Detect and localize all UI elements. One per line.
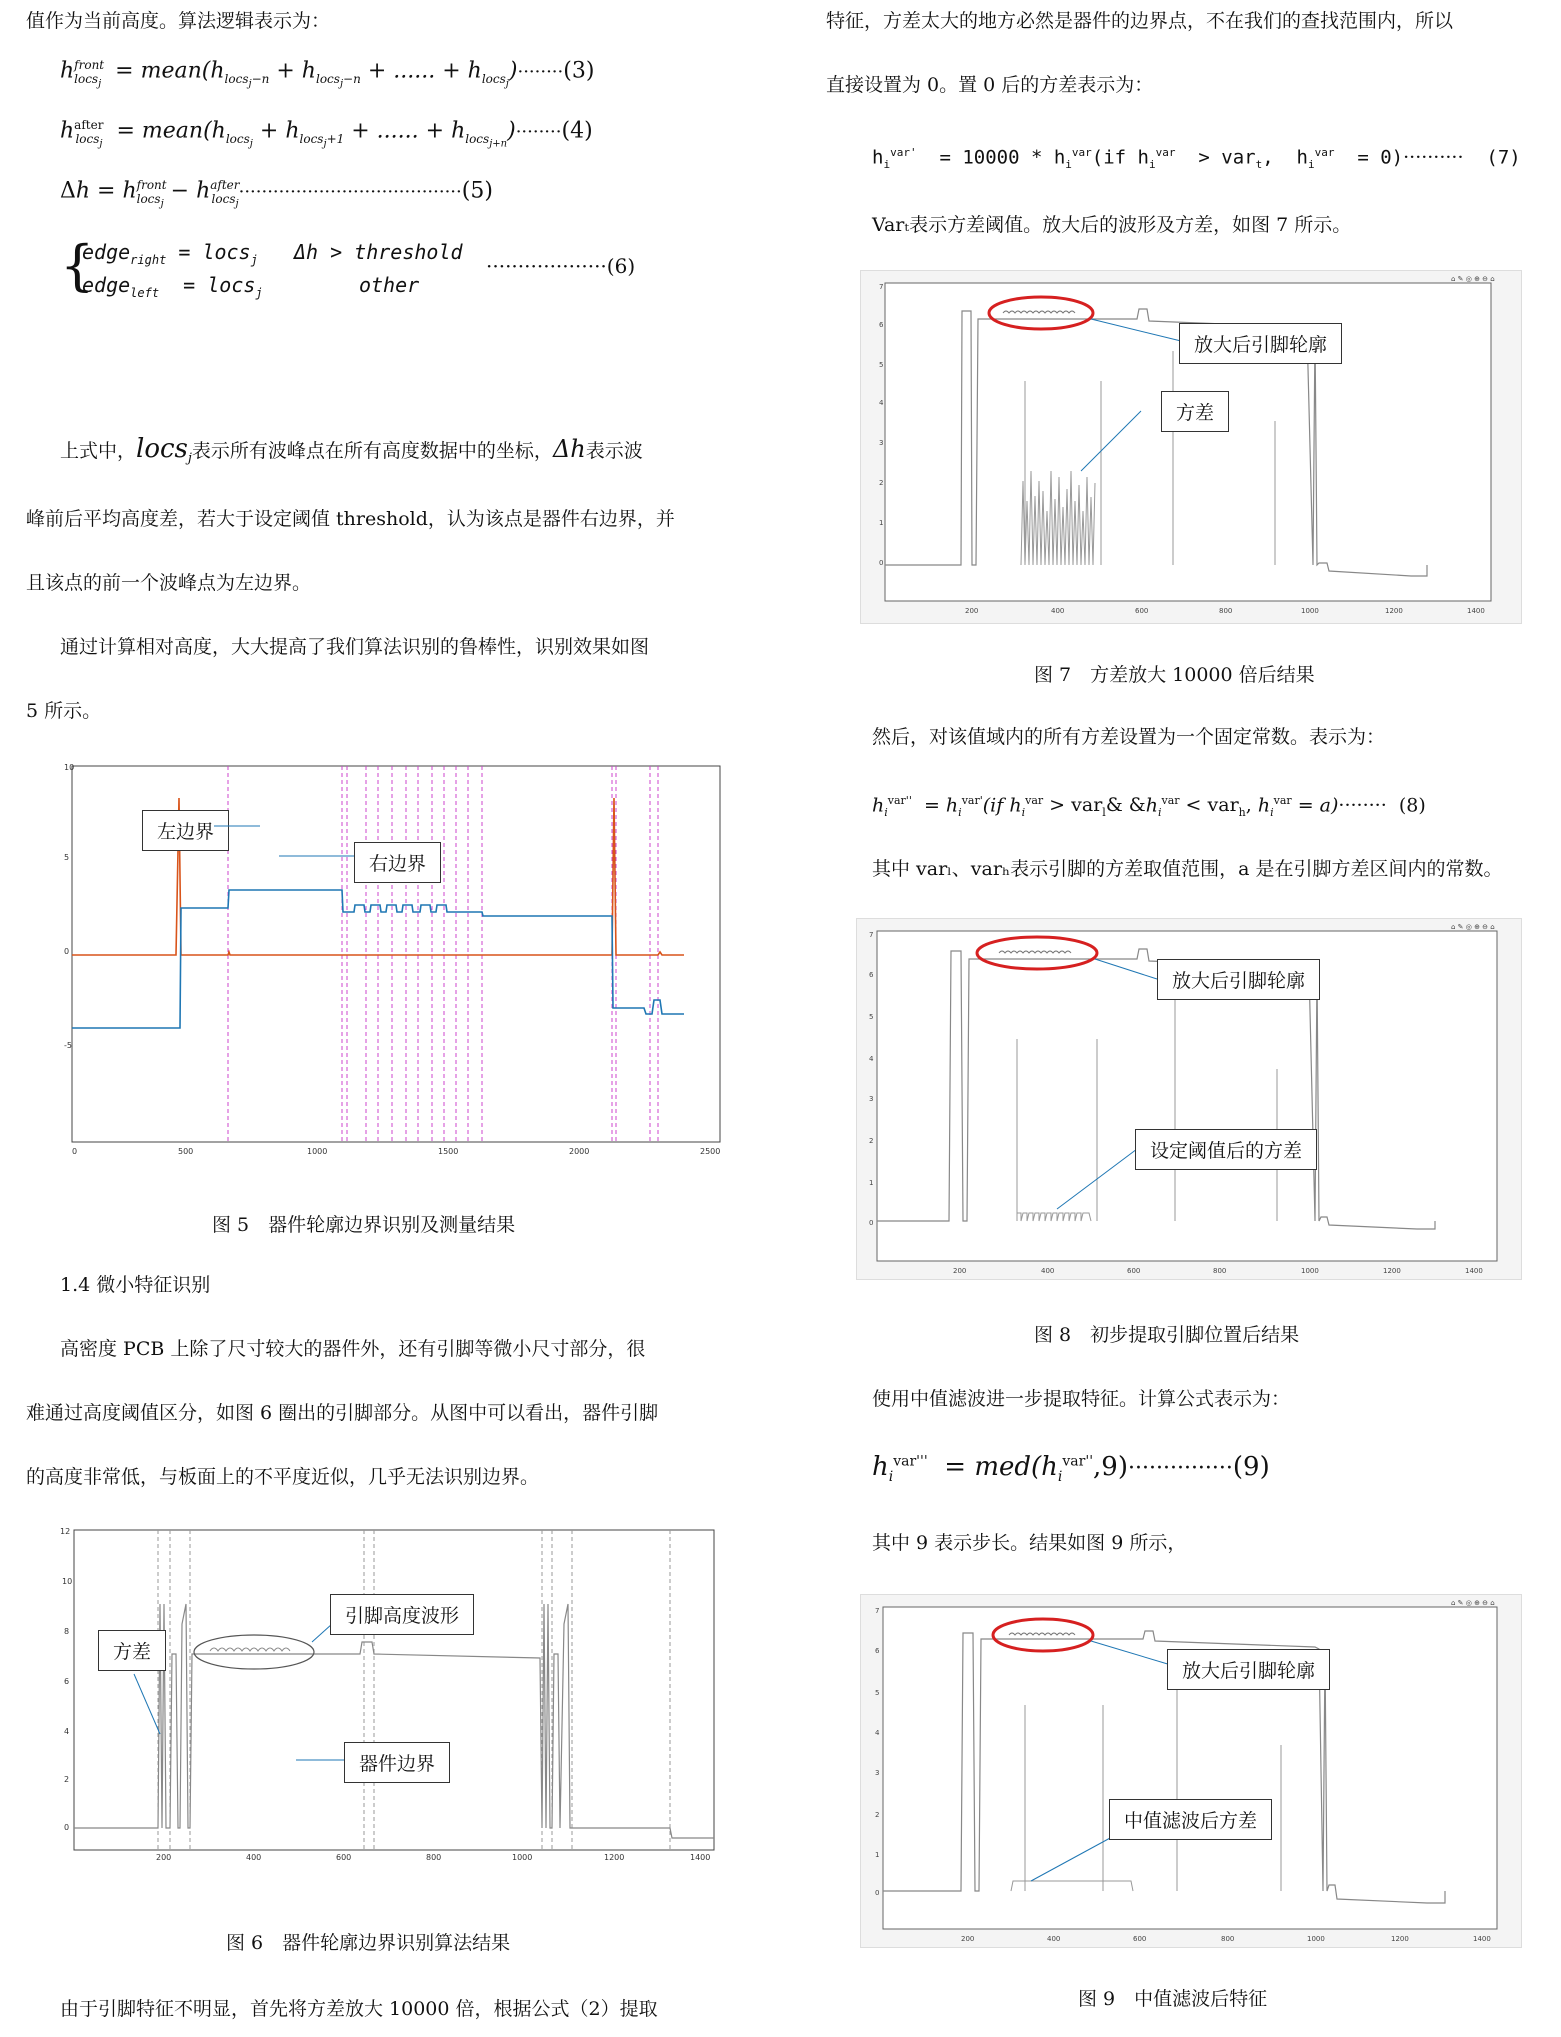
figure-6-plot: [60, 1524, 750, 1864]
paragraph-2-line1: 通过计算相对高度，大大提高了我们算法识别的鲁棒性，识别效果如图: [60, 636, 650, 658]
svg-text:1000: 1000: [1301, 1267, 1319, 1275]
svg-text:5: 5: [64, 853, 70, 862]
figure-7-caption: 图 7 方差放大 10000 倍后结果: [1034, 664, 1315, 686]
svg-text:1: 1: [869, 1179, 874, 1187]
section-title: 1.4 微小特征识别: [60, 1274, 211, 1296]
figure-6-caption: 图 6 器件轮廓边界识别算法结果: [226, 1932, 511, 1954]
text-line: 然后，对该值域内的所有方差设置为一个固定常数。表示为：: [872, 726, 1386, 748]
svg-text:0: 0: [64, 1823, 70, 1832]
equation-condition: other: [358, 273, 420, 297]
svg-text:2500: 2500: [700, 1147, 721, 1156]
svg-text:⌂ ✎ ◎ ⊕ ⊖ ⌂: ⌂ ✎ ◎ ⊕ ⊖ ⌂: [1451, 275, 1495, 283]
svg-text:1400: 1400: [690, 1853, 711, 1862]
callout-enlarged-pin-outline: 放大后引脚轮廓: [1167, 1649, 1330, 1690]
svg-text:2: 2: [869, 1137, 874, 1145]
svg-text:1200: 1200: [1391, 1935, 1409, 1943]
equation-9: $h_i^{var'''} = med(h_i^{var''},9)\cdot\cdot\cdot\cdot\cdot\cdot\cdot\cdot\cdot\cdot\cdot\cdot\cdot\cdot\cdot(9)$: [872, 1452, 1270, 1486]
svg-text:6: 6: [875, 1647, 880, 1655]
equation-number: (3): [563, 58, 595, 84]
svg-text:5: 5: [879, 361, 884, 369]
svg-text:8: 8: [64, 1627, 70, 1636]
svg-text:2000: 2000: [569, 1147, 590, 1156]
svg-text:2: 2: [64, 1775, 70, 1784]
svg-text:600: 600: [1127, 1267, 1141, 1275]
equation-number: (4): [561, 118, 593, 144]
svg-text:2: 2: [879, 479, 884, 487]
svg-text:4: 4: [869, 1055, 874, 1063]
svg-text:600: 600: [1133, 1935, 1147, 1943]
svg-text:800: 800: [1213, 1267, 1227, 1275]
svg-text:200: 200: [156, 1853, 172, 1862]
paragraph-3-line2: 难通过高度阈值区分，如图 6 圈出的引脚部分。从图中可以看出，器件引脚: [26, 1402, 659, 1424]
svg-text:0: 0: [875, 1889, 880, 1897]
svg-text:1200: 1200: [1385, 607, 1403, 615]
figure-9: [860, 1594, 1522, 1948]
svg-text:400: 400: [1041, 1267, 1055, 1275]
svg-text:1400: 1400: [1465, 1267, 1483, 1275]
svg-text:3: 3: [869, 1095, 874, 1103]
svg-text:4: 4: [875, 1729, 880, 1737]
paragraph-2-line2: 5 所示。: [26, 700, 102, 722]
svg-text:0: 0: [869, 1219, 874, 1227]
figure-7: [860, 270, 1522, 624]
svg-text:4: 4: [879, 399, 884, 407]
figure-8-caption: 图 8 初步提取引脚位置后结果: [1034, 1324, 1300, 1346]
svg-text:3: 3: [879, 439, 884, 447]
svg-text:1000: 1000: [1307, 1935, 1325, 1943]
svg-text:1: 1: [875, 1851, 880, 1859]
svg-text:1400: 1400: [1467, 607, 1485, 615]
text-line: 其中 9 表示步长。结果如图 9 所示，: [872, 1532, 1187, 1554]
svg-text:1200: 1200: [1383, 1267, 1401, 1275]
equation-number: (9): [1232, 1452, 1270, 1482]
svg-text:6: 6: [64, 1677, 70, 1686]
svg-text:1400: 1400: [1473, 1935, 1491, 1943]
equation-7: $h_i^{var'} = 10000 * h_i^{var}(if$ $h_i^{var} > var_t$, $h_i^{var} = 0)\cdot\cdot\cdot\cdot\cdot\cdot\cdot\cdot\cdot\cdot (7)$: [872, 146, 1521, 172]
text-line: 其中 varₗ、varₕ表示引脚的方差取值范围，a 是在引脚方差区间内的常数。: [872, 858, 1503, 880]
svg-text:12: 12: [60, 1527, 71, 1536]
svg-text:-5: -5: [64, 1041, 72, 1050]
figure-6: [60, 1524, 750, 1864]
svg-text:600: 600: [336, 1853, 352, 1862]
svg-text:4: 4: [64, 1727, 70, 1736]
svg-text:1000: 1000: [1301, 607, 1319, 615]
svg-text:1: 1: [879, 519, 884, 527]
svg-text:1500: 1500: [438, 1147, 459, 1156]
svg-text:400: 400: [1051, 607, 1065, 615]
text-line: 值作为当前高度。算法逻辑表示为：: [26, 10, 331, 32]
figure-8: [856, 918, 1522, 1280]
svg-text:400: 400: [246, 1853, 262, 1862]
svg-text:200: 200: [965, 607, 979, 615]
callout-left-edge: 左边界: [142, 810, 229, 851]
paragraph-1-line1: 上式中，locs$_j$表示所有波峰点在所有高度数据中的坐标，Δh表示波: [60, 434, 643, 466]
paragraph-3-line3: 的高度非常低，与板面上的不平度近似，几乎无法识别边界。: [26, 1466, 540, 1488]
svg-text:1200: 1200: [604, 1853, 625, 1862]
callout-median-filtered-variance: 中值滤波后方差: [1109, 1799, 1272, 1840]
callout-variance: 方差: [1161, 391, 1229, 432]
paragraph-1-line2: 峰前后平均高度差，若大于设定阈值 threshold，认为该点是器件右边界，并: [26, 508, 675, 530]
svg-text:7: 7: [869, 931, 874, 939]
svg-text:1000: 1000: [512, 1853, 533, 1862]
callout-pin-waveform: 引脚高度波形: [330, 1594, 474, 1635]
equation-3: $h^{front}_{locs_j}$ = $mean(h_{locs_j-n} + h_{locs_j-n}$ + ...... + $h_{locs_j})\cdot\cdot\cdot\cdot\cdot\cdot\cdot\cdot(3)$: [60, 58, 595, 90]
svg-text:⌂ ✎ ◎ ⊕ ⊖ ⌂: ⌂ ✎ ◎ ⊕ ⊖ ⌂: [1451, 1599, 1495, 1607]
equation-number: (8): [1398, 794, 1426, 817]
equation-number: (5): [461, 178, 493, 204]
svg-text:200: 200: [961, 1935, 975, 1943]
svg-text:10: 10: [64, 763, 75, 772]
figure-5: [64, 760, 754, 1160]
equation-4: $h^{after}_{locs_j}$ = $mean(h_{locs_j} + h_{locs_j+1}$ + ...... + $h_{locs_{j+n}})\cdot\cdot\cdot\cdot\cdot\cdot\cdot\cdot(4)$: [60, 118, 593, 150]
svg-text:800: 800: [1219, 607, 1233, 615]
svg-text:0: 0: [879, 559, 884, 567]
svg-text:⌂ ✎ ◎ ⊕ ⊖ ⌂: ⌂ ✎ ◎ ⊕ ⊖ ⌂: [1451, 923, 1495, 931]
callout-variance: 方差: [98, 1630, 166, 1671]
svg-text:400: 400: [1047, 1935, 1061, 1943]
svg-text:3: 3: [875, 1769, 880, 1777]
equation-8: $h_i^{var''} = h_i^{var'}(if$ $h_i^{var}$ > var$_l$& $\&h_i^{var} < var_h$, $h_i^{var} = a)\cdot\cdot\cdot\cdot\cdot\cdot\cdot\cdot (8)$: [872, 794, 1426, 820]
svg-text:6: 6: [869, 971, 874, 979]
equation-5: $\Delta h = h^{front}_{locs_j} - h^{after}_{locs_j}\cdot\cdot\cdot\cdot\cdot\cdot\cdot\cdot\cdot\cdot\cdot\cdot\cdot\cdot\cdot\cdot\cdot\cdot\cdot\cdot\cdot\cdot\cdot\cdot\cdot\cdot\cdot\cdot\cdot\cdot\cdot\cdot\cdot\cdot\cdot\cdot\cdot\cdot\cdot(5)$: [60, 178, 493, 210]
figure-9-plot: [861, 1595, 1521, 1947]
svg-text:200: 200: [953, 1267, 967, 1275]
equation-number: (7): [1486, 146, 1521, 169]
callout-enlarged-pin-outline: 放大后引脚轮廓: [1179, 323, 1342, 364]
callout-device-edge: 器件边界: [344, 1742, 450, 1783]
svg-text:10: 10: [62, 1577, 73, 1586]
svg-text:1000: 1000: [307, 1147, 328, 1156]
callout-enlarged-pin-outline: 放大后引脚轮廓: [1157, 959, 1320, 1000]
equation-number: (6): [606, 254, 636, 278]
text-line: 直接设置为 0。置 0 后的方差表示为：: [826, 74, 1154, 96]
text-line: 特征，方差太大的地方必然是器件的边界点，不在我们的查找范围内，所以: [826, 10, 1454, 32]
svg-text:0: 0: [72, 1147, 78, 1156]
callout-right-edge: 右边界: [354, 842, 441, 883]
figure-9-caption: 图 9 中值滤波后特征: [1078, 1988, 1268, 2010]
callout-threshold-variance: 设定阈值后的方差: [1135, 1129, 1317, 1170]
text-line: Varₜ表示方差阈值。放大后的波形及方差，如图 7 所示。: [872, 214, 1352, 236]
text-line: 使用中值滤波进一步提取特征。计算公式表示为：: [872, 1388, 1291, 1410]
svg-text:0: 0: [64, 947, 70, 956]
svg-text:600: 600: [1135, 607, 1149, 615]
svg-text:2: 2: [875, 1811, 880, 1819]
svg-text:5: 5: [875, 1689, 880, 1697]
svg-text:500: 500: [178, 1147, 194, 1156]
paragraph-1-line3: 且该点的前一个波峰点为左边界。: [26, 572, 312, 594]
svg-text:800: 800: [1221, 1935, 1235, 1943]
svg-text:7: 7: [875, 1607, 880, 1615]
figure-5-caption: 图 5 器件轮廓边界识别及测量结果: [212, 1214, 516, 1236]
svg-text:5: 5: [869, 1013, 874, 1021]
svg-text:800: 800: [426, 1853, 442, 1862]
svg-text:7: 7: [879, 283, 884, 291]
paragraph-3-line1: 高密度 PCB 上除了尺寸较大的器件外，还有引脚等微小尺寸部分，很: [60, 1338, 646, 1360]
paragraph-4-line1: 由于引脚特征不明显，首先将方差放大 10000 倍，根据公式（2）提取: [60, 1998, 658, 2020]
svg-text:6: 6: [879, 321, 884, 329]
